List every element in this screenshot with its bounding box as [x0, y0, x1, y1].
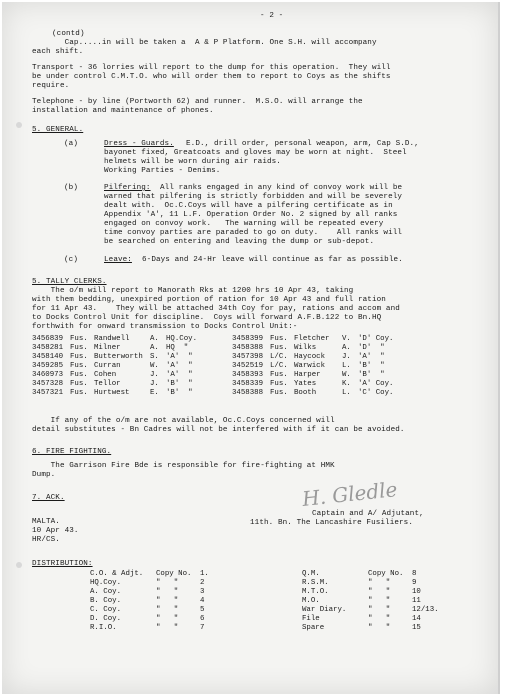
table-cell: Fletcher [294, 335, 330, 343]
table-row [32, 353, 402, 362]
table-row [32, 380, 402, 389]
fire-line: The Garrison Fire Bde is responsible for fire-fighting at HMK [32, 462, 335, 470]
origin-date: 10 Apr 43. [32, 527, 79, 535]
table-cell: HQ " [166, 344, 189, 352]
tally-outro-line: If any of the o/m are not available, Oc.C.Coys concerned will [32, 417, 335, 425]
table-cell: 'A' " [166, 353, 193, 361]
table-cell: B. Coy. [90, 597, 122, 605]
table-cell: 3458388 [232, 389, 264, 397]
pilfering-line: dealt with. Oc.C.Coys will have a pilfering certificate as in [104, 202, 393, 210]
fire-line: Dump. [32, 471, 56, 479]
table-cell: Fus. [270, 344, 288, 352]
document-page [2, 2, 500, 694]
table-cell: Hurtwest [94, 389, 130, 397]
table-cell: V. [342, 335, 351, 343]
table-cell: 2 [200, 579, 205, 587]
table-cell: " " [368, 615, 391, 623]
table-cell: 'B' " [358, 362, 385, 370]
table-cell: J. [150, 371, 159, 379]
table-row [90, 606, 234, 615]
table-cell: 'B' " [358, 371, 385, 379]
table-cell: 3458339 [232, 380, 264, 388]
table-cell: 10 [412, 588, 421, 596]
para-line: Cap.....in will be taken a A & P Platform. One S.H. will accompany [32, 39, 377, 47]
table-cell: 3458281 [32, 344, 64, 352]
table-row [302, 615, 446, 624]
item-label: (a) [64, 140, 78, 148]
table-row [302, 588, 446, 597]
dress-line: helmets will be worn during air raids. [104, 158, 281, 166]
table-cell: Fus. [270, 371, 288, 379]
tally-intro-line: with them bedding, unexpired portion of ration for 10 Apr 43 and full ration [32, 296, 386, 304]
tally-intro-line: The o/m will report to Manorath Rks at 1200 hrs 10 Apr 43, taking [32, 287, 354, 295]
para-line: each shift. [32, 48, 84, 56]
transport-line: be under control C.M.T.O. who will order them to report to Coys as the shifts [32, 73, 391, 81]
page-number: - 2 - [260, 12, 284, 20]
table-cell: Fus. [70, 380, 88, 388]
table-cell: R.I.O. [90, 624, 117, 632]
table-cell: 'A' " [358, 353, 385, 361]
origin-ref: HR/CS. [32, 536, 60, 544]
table-cell: Cohen [94, 371, 117, 379]
table-row [32, 362, 402, 371]
transport-line: Transport - 36 lorries will report to the dump for this operation. They will [32, 64, 391, 72]
table-cell: J. [150, 380, 159, 388]
handwritten-signature: H. Gledle [301, 477, 399, 511]
dress-line: Working Parties - Denims. [104, 167, 221, 175]
table-cell: " " [156, 579, 179, 587]
table-row [90, 624, 234, 633]
table-cell: 'B' " [166, 380, 193, 388]
table-cell: 6 [200, 615, 205, 623]
table-cell: 3 [200, 588, 205, 596]
table-row [90, 570, 234, 579]
table-cell: " " [368, 597, 391, 605]
table-row [90, 579, 234, 588]
tally-clerk-roll [32, 335, 402, 398]
table-cell: " " [156, 588, 179, 596]
table-row [302, 570, 446, 579]
pilfering-line: Appendix 'A', 11 L.F. Operation Order No. 2 signed by all ranks [104, 211, 398, 219]
table-cell: L/C. [270, 362, 288, 370]
table-cell: 11 [412, 597, 421, 605]
tally-intro-line: to Docks Control Unit for discipline. Coys will forward A.F.B.122 to Bn.HQ [32, 314, 382, 322]
dress-line: E.D., drill order, personal weapon, arm, Cap S.D., [186, 140, 419, 148]
pilfering-line: be searched on entering and leaving the dump or sub-depot. [104, 238, 375, 246]
table-cell: Randwell [94, 335, 130, 343]
table-row [302, 624, 446, 633]
pilfering-line: warned that pilfering is strictly forbidden and will be severely [104, 193, 403, 201]
signatory-rank: Captain and A/ Adjutant, [312, 510, 424, 518]
item-label: (b) [64, 184, 78, 192]
table-cell: Warwick [294, 362, 326, 370]
table-row [90, 588, 234, 597]
table-cell: 3457328 [32, 380, 64, 388]
table-cell: 3457321 [32, 389, 64, 397]
table-cell: Fus. [270, 380, 288, 388]
table-cell: 3458393 [232, 371, 264, 379]
table-cell: L/C. [270, 353, 288, 361]
table-cell: A. [342, 344, 351, 352]
table-cell: L. [342, 389, 351, 397]
table-cell: Spare [302, 624, 325, 632]
table-cell: " " [368, 624, 391, 632]
table-cell: S. [150, 353, 159, 361]
table-cell: K. [342, 380, 351, 388]
punch-hole [16, 122, 22, 128]
table-cell: Copy No. [156, 570, 192, 578]
table-cell: 'D' " [358, 344, 385, 352]
table-cell: " " [156, 606, 179, 614]
table-cell: A. [150, 344, 159, 352]
table-cell: Fus. [270, 335, 288, 343]
origin-place: MALTA. [32, 518, 60, 526]
table-cell: 'C' Coy. [358, 389, 394, 397]
table-cell: C.O. & Adjt. [90, 570, 144, 578]
punch-hole [16, 562, 22, 568]
table-cell: 3452519 [232, 362, 264, 370]
table-cell: Booth [294, 389, 317, 397]
table-cell: M.O. [302, 597, 320, 605]
table-cell: 15 [412, 624, 421, 632]
table-cell: Haycock [294, 353, 326, 361]
table-cell: 3459285 [32, 362, 64, 370]
pilfering-line: All ranks engaged in any kind of convoy work will be [160, 184, 403, 192]
table-cell: Fus. [70, 371, 88, 379]
table-cell: HQ.Coy. [90, 579, 122, 587]
distribution-list-left [90, 570, 234, 633]
table-cell: " " [368, 579, 391, 587]
item-title-pilfering: Pilfering: [104, 184, 151, 192]
table-cell: Fus. [70, 362, 88, 370]
table-cell: R.S.M. [302, 579, 329, 587]
tally-intro-line: for 11 Apr 43. They will be attached 34th Coy for pay, rations and accom and [32, 305, 400, 313]
table-cell: Wilks [294, 344, 317, 352]
table-cell: Fus. [70, 353, 88, 361]
table-cell: Curran [94, 362, 121, 370]
table-cell: L. [342, 362, 351, 370]
table-cell: C. Coy. [90, 606, 122, 614]
pilfering-line: time convoy parties are paraded to go on duty. All ranks will [104, 229, 403, 237]
table-cell: " " [156, 624, 179, 632]
telephone-line: Telephone - by line (Portworth 62) and runner. M.S.O. will arrange the [32, 98, 363, 106]
table-cell: E. [150, 389, 159, 397]
table-cell: War Diary. [302, 606, 347, 614]
table-cell: A. [150, 335, 159, 343]
table-cell: 8 [412, 570, 417, 578]
section-heading-fire: 6. FIRE FIGHTING. [32, 448, 112, 456]
table-cell: Copy No. [368, 570, 404, 578]
table-cell: 'A' Coy. [358, 380, 394, 388]
table-cell: HQ.Coy. [166, 335, 198, 343]
table-cell: Fus. [70, 335, 88, 343]
table-cell: Yates [294, 380, 317, 388]
table-cell: 7 [200, 624, 205, 632]
table-cell: A. Coy. [90, 588, 122, 596]
table-cell: J. [342, 353, 351, 361]
table-row [32, 335, 402, 344]
table-cell: File [302, 615, 320, 623]
section-heading-distribution: DISTRIBUTION: [32, 560, 93, 568]
table-cell: D. Coy. [90, 615, 122, 623]
table-row [32, 344, 402, 353]
table-cell: 'B' " [166, 389, 193, 397]
transport-line: require. [32, 82, 70, 90]
table-cell: Milner [94, 344, 121, 352]
table-row [302, 606, 446, 615]
table-cell: 14 [412, 615, 421, 623]
table-cell: M.T.O. [302, 588, 329, 596]
table-cell: 1. [200, 570, 209, 578]
table-cell: W. [342, 371, 351, 379]
table-row [90, 597, 234, 606]
table-cell: 4 [200, 597, 205, 605]
pilfering-line: engaged on convoy work. The warning will be repeated every [104, 220, 384, 228]
table-cell: 'A' " [166, 362, 193, 370]
dress-line: bayonet fixed, Greatcoats and gloves may be worn at night. Steel [104, 149, 407, 157]
table-cell: 3458140 [32, 353, 64, 361]
table-cell: Fus. [270, 389, 288, 397]
table-cell: Tellor [94, 380, 121, 388]
telephone-line: installation and maintenance of phones. [32, 107, 214, 115]
distribution-list-right [302, 570, 446, 633]
table-cell: 'D' Coy. [358, 335, 394, 343]
table-cell: Fus. [70, 389, 88, 397]
leave-line: 6-Days and 24-Hr leave will continue as far as possible. [142, 256, 403, 264]
table-row [302, 579, 446, 588]
item-title-dress: Dress - Guards. [104, 140, 174, 148]
table-cell: 3458388 [232, 344, 264, 352]
table-cell: Butterworth [94, 353, 143, 361]
item-title-leave: Leave: [104, 256, 132, 264]
continuation-marker: (contd) [52, 30, 85, 38]
table-cell: Fus. [70, 344, 88, 352]
item-label: (c) [64, 256, 78, 264]
section-heading-tally: 5. TALLY CLERKS. [32, 278, 107, 286]
table-cell: Q.M. [302, 570, 320, 578]
table-cell: " " [156, 615, 179, 623]
table-cell: 9 [412, 579, 417, 587]
table-row [302, 597, 446, 606]
signatory-unit: 11th. Bn. The Lancashire Fusiliers. [250, 519, 413, 527]
table-cell: 5 [200, 606, 205, 614]
table-row [32, 371, 402, 380]
table-cell: Harper [294, 371, 321, 379]
section-heading-general: 5. GENERAL. [32, 126, 84, 134]
table-row [32, 389, 402, 398]
tally-intro-line: forthwith for onward transmission to Docks Control Unit:- [32, 323, 298, 331]
table-cell: 12/13. [412, 606, 439, 614]
table-cell: 3456839 [32, 335, 64, 343]
table-cell: 3458399 [232, 335, 264, 343]
table-cell: 'A' " [166, 371, 193, 379]
table-cell: 3460973 [32, 371, 64, 379]
table-cell: " " [156, 597, 179, 605]
section-heading-ack: 7. ACK. [32, 494, 65, 502]
table-row [90, 615, 234, 624]
table-cell: W. [150, 362, 159, 370]
table-cell: " " [368, 606, 391, 614]
tally-outro-line: detail substitutes - Bn Cadres will not be interfered with if it can be avoided. [32, 426, 405, 434]
table-cell: " " [368, 588, 391, 596]
table-cell: 3457398 [232, 353, 264, 361]
